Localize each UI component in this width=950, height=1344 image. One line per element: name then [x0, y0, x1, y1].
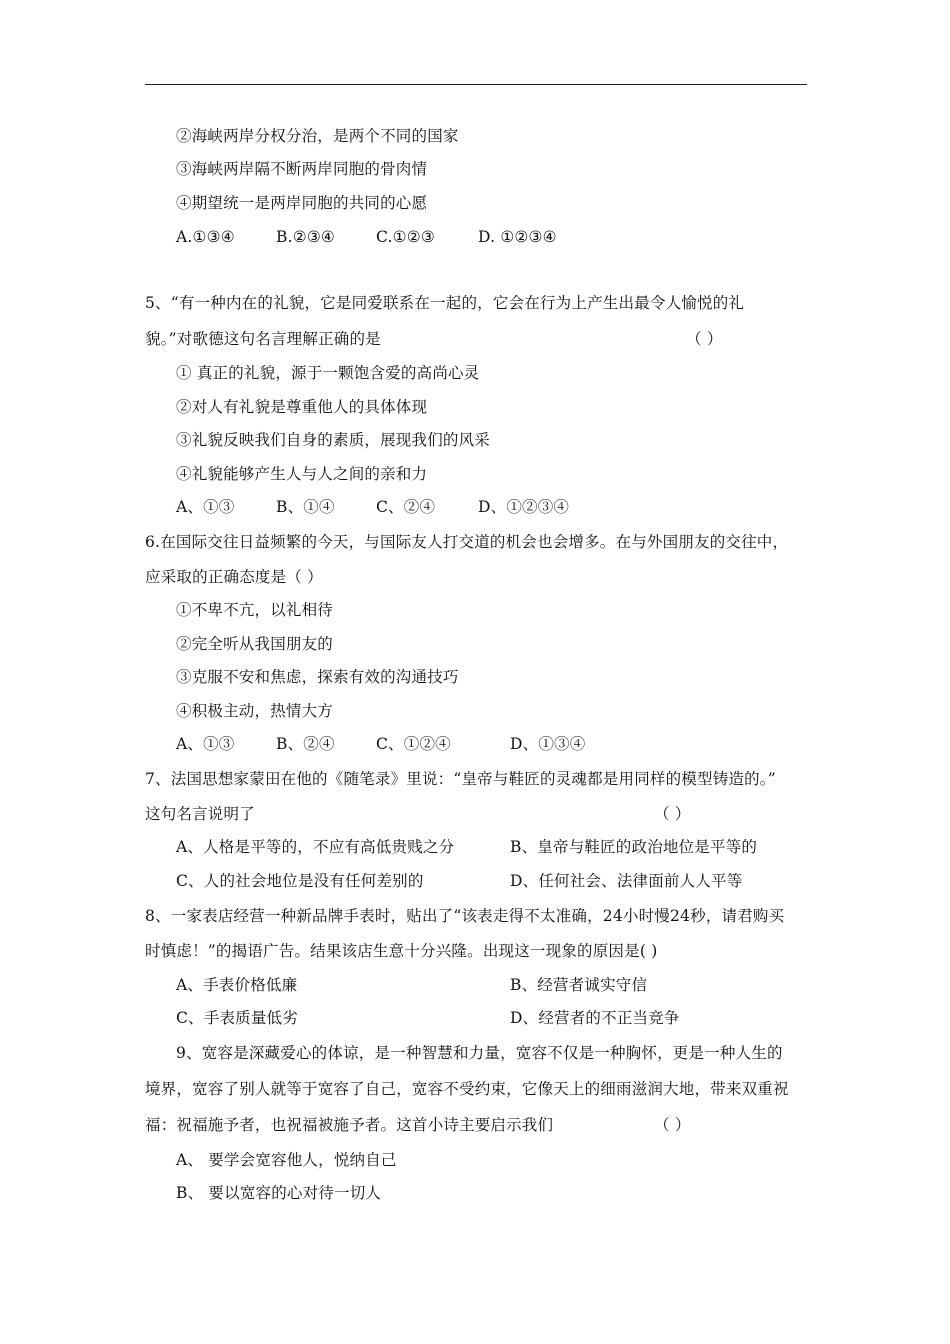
q9-answer-paren: （ ） [654, 1116, 691, 1134]
q6-choice-b: B、②④ [276, 735, 335, 753]
q9-stem-line-3: 福：祝福施予者，也祝福被施予者。这首小诗主要启示我们 [145, 1116, 554, 1134]
q4-choice-c: C.①②③ [376, 228, 435, 246]
q9-option-b: B、 要以宽容的心对待一切人 [176, 1184, 382, 1202]
q4-choice-d: D. ①②③④ [478, 228, 557, 246]
q8-option-b: B、经营者诚实守信 [510, 976, 648, 994]
q5-option-1: ① 真正的礼貌，源于一颗饱含爱的高尚心灵 [176, 364, 480, 382]
q7-stem-line-2: 这句名言说明了 [145, 805, 255, 823]
q6-option-1: ①不卑不亢，以礼相待 [176, 601, 334, 619]
q4-option-3: ③海峡两岸隔不断两岸同胞的骨肉情 [176, 160, 428, 178]
q5-choice-d: D、①②③④ [478, 498, 570, 516]
q6-stem-line-2: 应采取的正确态度是（ ） [145, 568, 323, 586]
q5-option-3: ③礼貌反映我们自身的素质，展现我们的风采 [176, 431, 491, 449]
q6-choice-d: D、①③④ [510, 735, 586, 753]
q5-option-4: ④礼貌能够产生人与人之间的亲和力 [176, 465, 428, 483]
q5-choice-a: A、①③ [176, 498, 235, 516]
q8-option-a: A、手表价格低廉 [176, 976, 298, 994]
q4-option-2: ②海峡两岸分权分治，是两个不同的国家 [176, 127, 459, 145]
q7-option-d: D、任何社会、法律面前人人平等 [510, 872, 743, 890]
q5-stem-line-1: 5、“有一种内在的礼貌，它是同爱联系在一起的，它会在行为上产生出最令人愉悦的礼 [145, 294, 745, 312]
q5-choice-b: B、①④ [276, 498, 335, 516]
q6-stem-line-1: 6.在国际交往日益频繁的今天，与国际友人打交道的机会也会增多。在与外国朋友的交往中， [145, 533, 789, 551]
q7-option-b: B、皇帝与鞋匠的政治地位是平等的 [510, 838, 758, 856]
q6-choice-a: A、①③ [176, 735, 235, 753]
q5-stem-line-2: 貌。”对歌德这句名言理解正确的是 [145, 330, 381, 348]
q8-option-c: C、手表质量低劣 [176, 1009, 298, 1027]
q8-stem-line-1: 8、一家表店经营一种新品牌手表时，贴出了“该表走得不太准确，24小时慢24秒，请君购买 [145, 907, 785, 925]
q6-option-2: ②完全听从我国朋友的 [176, 635, 334, 653]
q8-stem-line-2: 时慎虑！”的揭语广告。结果该店生意十分兴隆。出现这一现象的原因是( ) [145, 942, 658, 960]
q5-answer-paren: （ ） [686, 330, 723, 348]
header-rule [145, 84, 807, 85]
q7-answer-paren: （ ） [654, 805, 691, 823]
q4-choice-b: B.②③④ [276, 228, 336, 246]
q7-stem-line-1: 7、法国思想家蒙田在他的《随笔录》里说：“皇帝与鞋匠的灵魂都是用同样的模型铸造的。” [145, 770, 776, 788]
q7-option-c: C、人的社会地位是没有任何差别的 [176, 872, 424, 890]
q9-option-a: A、 要学会宽容他人，悦纳自己 [176, 1151, 397, 1169]
q6-option-3: ③克服不安和焦虑，探索有效的沟通技巧 [176, 668, 459, 686]
q5-option-2: ②对人有礼貌是尊重他人的具体体现 [176, 398, 428, 416]
q6-choice-c: C、①②④ [376, 735, 451, 753]
q5-choice-c: C、②④ [376, 498, 436, 516]
q8-option-d: D、经营者的不正当竞争 [510, 1009, 680, 1027]
q9-stem-line-2: 境界，宽容了别人就等于宽容了自己，宽容不受约束，它像天上的细雨滋润大地，带来双重祝 [145, 1080, 789, 1098]
q9-stem-line-1: 9、宽容是深藏爱心的体谅，是一种智慧和力量，宽容不仅是一种胸怀，更是一种人生的 [176, 1044, 783, 1062]
q4-option-4: ④期望统一是两岸同胞的共同的心愿 [176, 194, 428, 212]
q7-option-a: A、人格是平等的，不应有高低贵贱之分 [176, 838, 455, 856]
q4-choice-a: A.①③④ [176, 228, 235, 246]
q6-option-4: ④积极主动，热情大方 [176, 702, 334, 720]
